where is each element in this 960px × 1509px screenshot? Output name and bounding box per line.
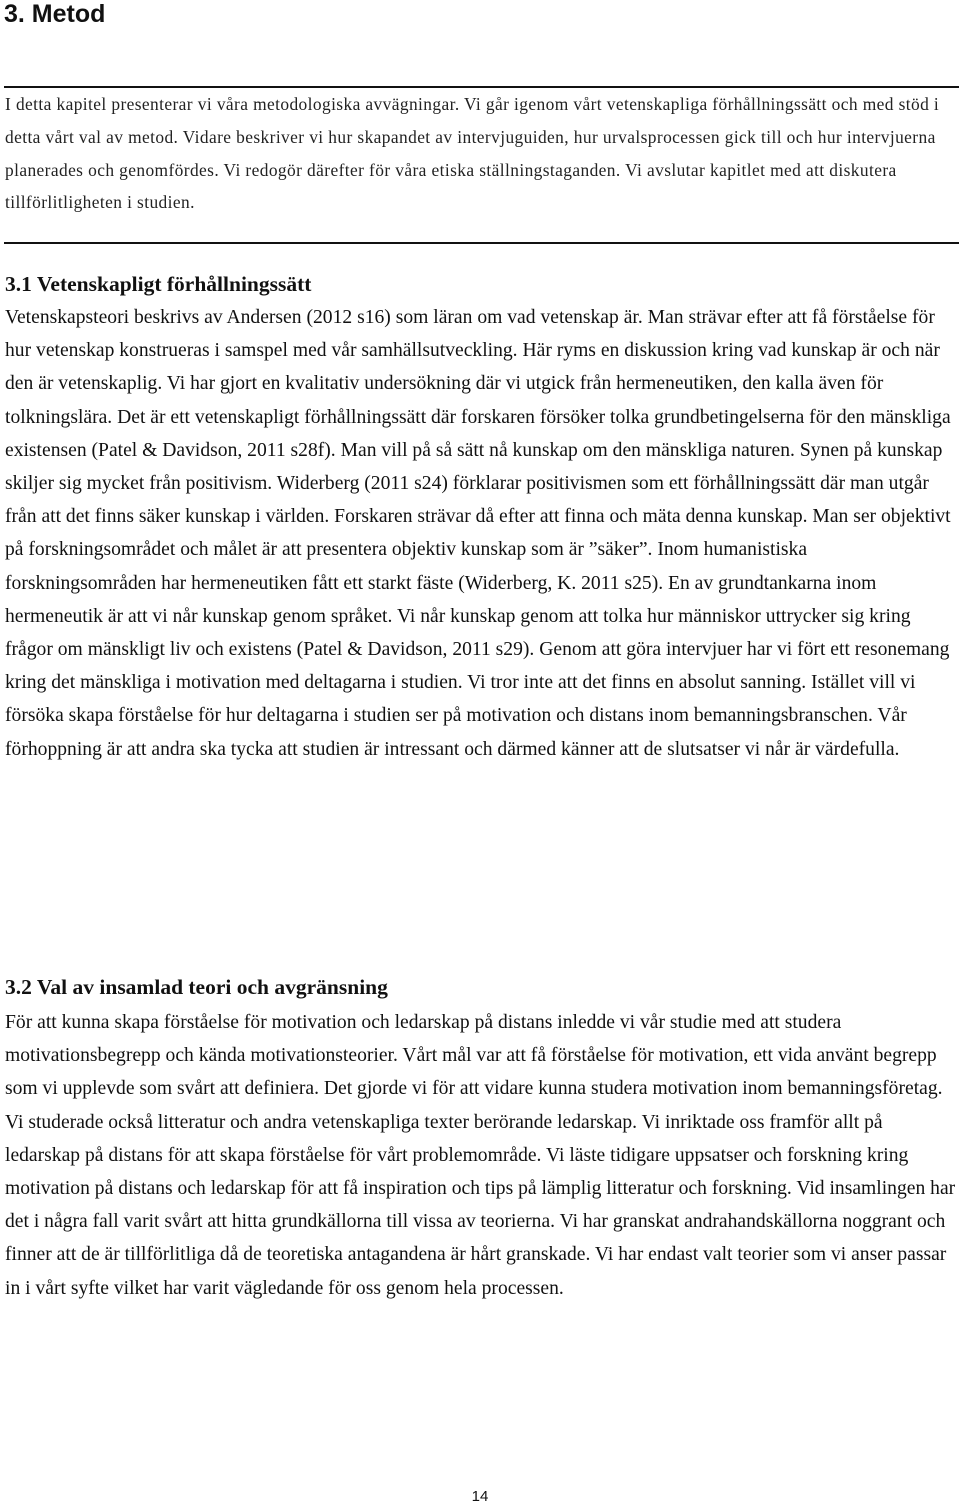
section-heading-vetenskapligt: 3.1 Vetenskapligt förhållningssätt <box>5 272 312 296</box>
chapter-intro: I detta kapitel presenterar vi våra metodologiska avvägningar. Vi går igenom vårt vetenskapliga förhållningssätt och med stöd i detta vårt val av metod. Vidare beskriver vi hur skapandet av intervjuguiden, hur urvalsprocessen gick till och hur intervjuerna planerades och genomfördes. Vi redogör därefter för våra etiska ställningstaganden. Vi avslutar kapitlet med att diskutera tillförlitligheten i studien. <box>5 94 940 213</box>
section-body-vetenskapligt: Vetenskapsteori beskrivs av Andersen (2012 s16) som läran om vad vetenskap är. Man strävar efter att få förståelse för hur vetenskap konstrueras i samspel med vår samhällsutveckling. Här ryms en diskussion kring vad kunskap är och när den är vetenskaplig. Vi har gjort en kvalitativ undersökning där vi utgick från hermeneutiken, den kalla även för tolkningslära. Det är ett vetenskapligt förhållningssätt där forskaren försöker tolka grundbetingelserna för den mänskliga existensen (Patel & Davidson, 2011 s28f). Man vill på så sätt nå kunskap om den mänskliga naturen. Synen på kunskap skiljer sig mycket från positivism. Widerberg (2011 s24) förklarar positivismen som ett förhållningssätt där man utgår från att det finns säker kunskap i världen. Forskaren strävar då efter att finna och mäta denna kunskap. Man ser objektivt på forskningsområdet och målet är att presentera objektiv kunskap som är ”säker”. Inom humanistiska forskningsområden har hermeneutiken fått ett starkt fäste (Widerberg, K. 2011 s25). En av grundtankarna inom hermeneutik är att vi når kunskap genom språket. Vi når kunskap genom att tolka hur människor uttrycker sig kring frågor om mänskligt liv och existens (Patel & Davidson, 2011 s29). Genom att göra intervjuer har vi fört ett resonemang kring det mänskliga i motivation med deltagarna i studien. Vi tror inte att det finns en absolut sanning. Istället vill vi försöka skapa förståelse för hur deltagarna i studien ser på motivation och distans inom bemanningsbranschen. Vår förhoppning är att andra ska tycka att studien är intressant och därmed känner att de slutsatser vi når är värdefulla. <box>5 307 951 760</box>
intro-bottom-rule <box>4 242 959 244</box>
page-number: 14 <box>471 1488 489 1505</box>
section-heading-teori: 3.2 Val av insamlad teori och avgränsning <box>5 975 388 999</box>
chapter-title: 3. Metod <box>4 0 106 28</box>
section-body-teori: För att kunna skapa förståelse för motivation och ledarskap på distans inledde vi vår studie med att studera motivationsbegrepp och kända motivationsteorier. Vårt mål var att få förståelse för motivation, ett vida använt begrepp som vi upplevde som svårt att definiera. Det gjorde vi för att vidare kunna studera motivation inom bemanningsföretag. Vi studerade också litteratur och andra vetenskapliga texter berörande ledarskap. Vi inriktade oss framför allt på ledarskap på distans för att skapa förståelse för vårt problemområde. Vi läste tidigare uppsatser och forskning kring motivation på distans och ledarskap för att få inspiration och tips på lämplig litteratur och forskning. Vid insamlingen har det i några fall varit svårt att hitta grundkällorna till vissa av teorierna. Vi har granskat andrahandskällorna noggrant och finner att de är tillförlitliga då de teoretiska antagandena är hårt granskade. Vi har endast valt teorier som vi anser passar in i vårt syfte vilket har varit vägledande för oss genom hela processen. <box>5 1012 956 1299</box>
